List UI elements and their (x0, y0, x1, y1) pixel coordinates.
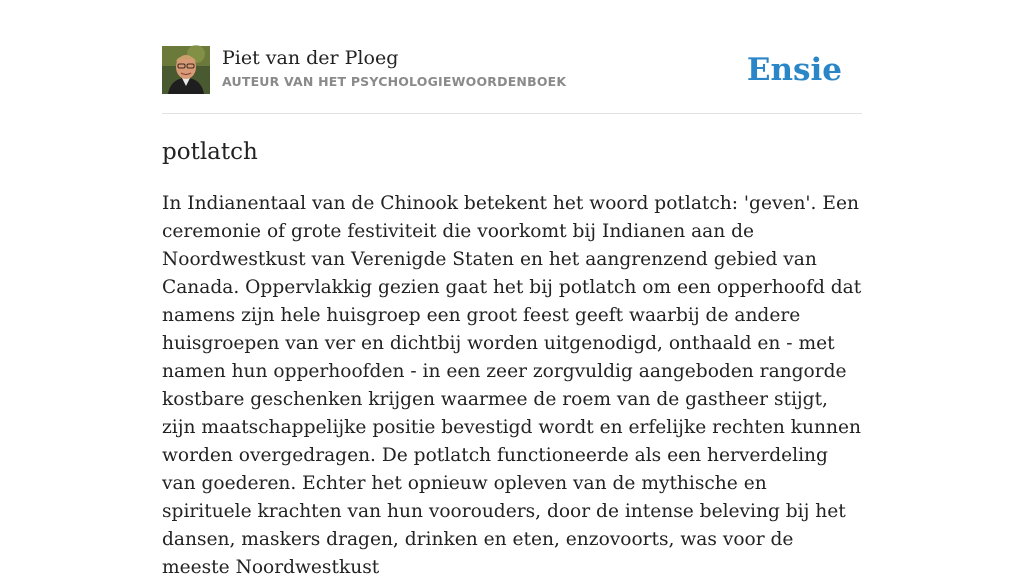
author-role: AUTEUR VAN HET PSYCHOLOGIEWOORDENBOEK (222, 74, 567, 89)
brand-logo[interactable]: Ensie (746, 52, 842, 88)
author-name[interactable]: Piet van der Ploeg (222, 47, 399, 69)
author-header (162, 46, 862, 96)
author-portrait-icon (162, 46, 210, 94)
header-divider (162, 113, 862, 114)
entry-term: potlatch (162, 139, 258, 165)
entry-card (162, 0, 862, 578)
author-avatar[interactable] (162, 46, 210, 94)
entry-definition: In Indianentaal van de Chinook betekent het woord potlatch: 'geven'. Een ceremonie of grote festiviteit die voorkomt bij Indianen aan de Noordwestkust van Verenigde Staten en het aangrenzend gebied van Canada. Oppervlakkig gezien gaat het bij potlatch om een opperhoofd dat namens zijn hele huisgroep een groot feest geeft waarbij de andere huisgroepen van ver en dichtbij worden uitgenodigd, onthaald en - met namen hun opperhoofden - in een zeer zorgvuldig aangeboden rangorde kostbare geschenken krijgen waarmee de roem van de gastheer stijgt, zijn maatschappelijke positie bevestigd wordt en erfelijke rechten kunnen worden overgedragen. De potlatch functioneerde als een herverdeling van goederen. Echter het opnieuw opleven van de mythische en spirituele krachten van hun voorouders, door de intense beleving bij het dansen, maskers dragen, drinken en eten, enzovoorts, was voor de meeste Noordwestkust (162, 193, 862, 578)
